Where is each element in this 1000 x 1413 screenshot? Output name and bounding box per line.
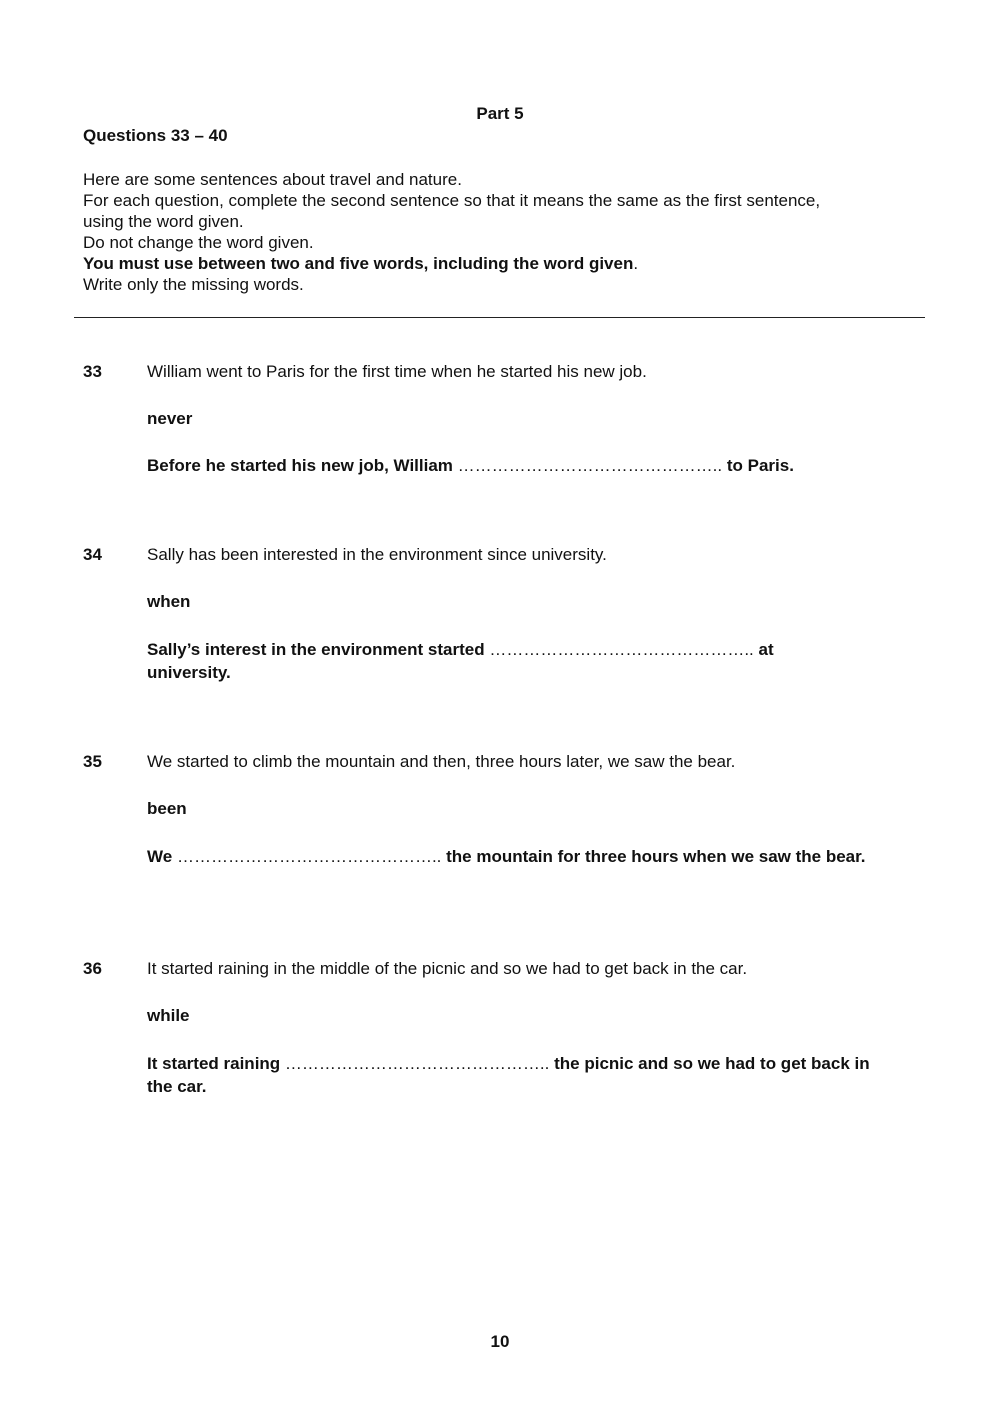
answer-blank[interactable]: ……………………………………….. (489, 640, 754, 659)
page-number: 10 (490, 1332, 510, 1351)
part-title: Part 5 (476, 104, 524, 123)
key-word: never (147, 409, 193, 428)
question-sentence: We started to climb the mountain and then, three hours later, we saw the bear. (147, 752, 736, 771)
answer-end: to Paris. (726, 456, 794, 475)
instruction-line: Do not change the word given. (83, 233, 314, 252)
instruction-line (83, 253, 913, 274)
instruction-period: . (633, 254, 639, 273)
answer-blank[interactable]: ……………………………………….. (284, 1054, 550, 1073)
key-word: when (147, 592, 191, 611)
question-sentence: Sally has been interested in the environment since university. (147, 545, 607, 564)
answer-end: the picnic and so we had to get back in the car. (147, 1054, 870, 1096)
answer-blank[interactable]: ……………………………………….. (176, 847, 442, 866)
section-divider (74, 317, 925, 318)
answer-sentence (147, 638, 847, 684)
answer-start: Before he started his new job, William (147, 456, 453, 475)
question-sentence: William went to Paris for the first time when he started his new job. (147, 362, 647, 381)
answer-end: at university. (147, 640, 774, 682)
instruction-line: Here are some sentences about travel and nature. (83, 170, 462, 189)
answer-start: It started raining (147, 1054, 281, 1073)
question-sentence: It started raining in the middle of the picnic and so we had to get back in the car. (147, 959, 748, 978)
question-number: 33 (83, 362, 102, 381)
question-number: 35 (83, 752, 102, 771)
instructions (83, 169, 913, 295)
answer-blank[interactable]: ……………………………………….. (457, 456, 723, 475)
answer-end: the mountain for three hours when we saw the bear. (446, 847, 866, 866)
answer-start: We (147, 847, 173, 866)
instruction-line: using the word given. (83, 212, 244, 231)
instruction-line: For each question, complete the second sentence so that it means the same as the first sentence, (83, 191, 821, 210)
instruction-emphasis: You must use between two and five words, including the word given (83, 254, 634, 273)
answer-start: Sally’s interest in the environment started (147, 640, 485, 659)
question-number: 34 (83, 545, 102, 564)
key-word: been (147, 799, 187, 818)
answer-sentence (147, 1052, 887, 1098)
key-word: while (147, 1006, 190, 1025)
instruction-line: Write only the missing words. (83, 275, 304, 294)
questions-range: Questions 33 – 40 (83, 126, 228, 145)
answer-sentence (147, 845, 887, 868)
answer-sentence (147, 454, 887, 477)
question-number: 36 (83, 959, 102, 978)
